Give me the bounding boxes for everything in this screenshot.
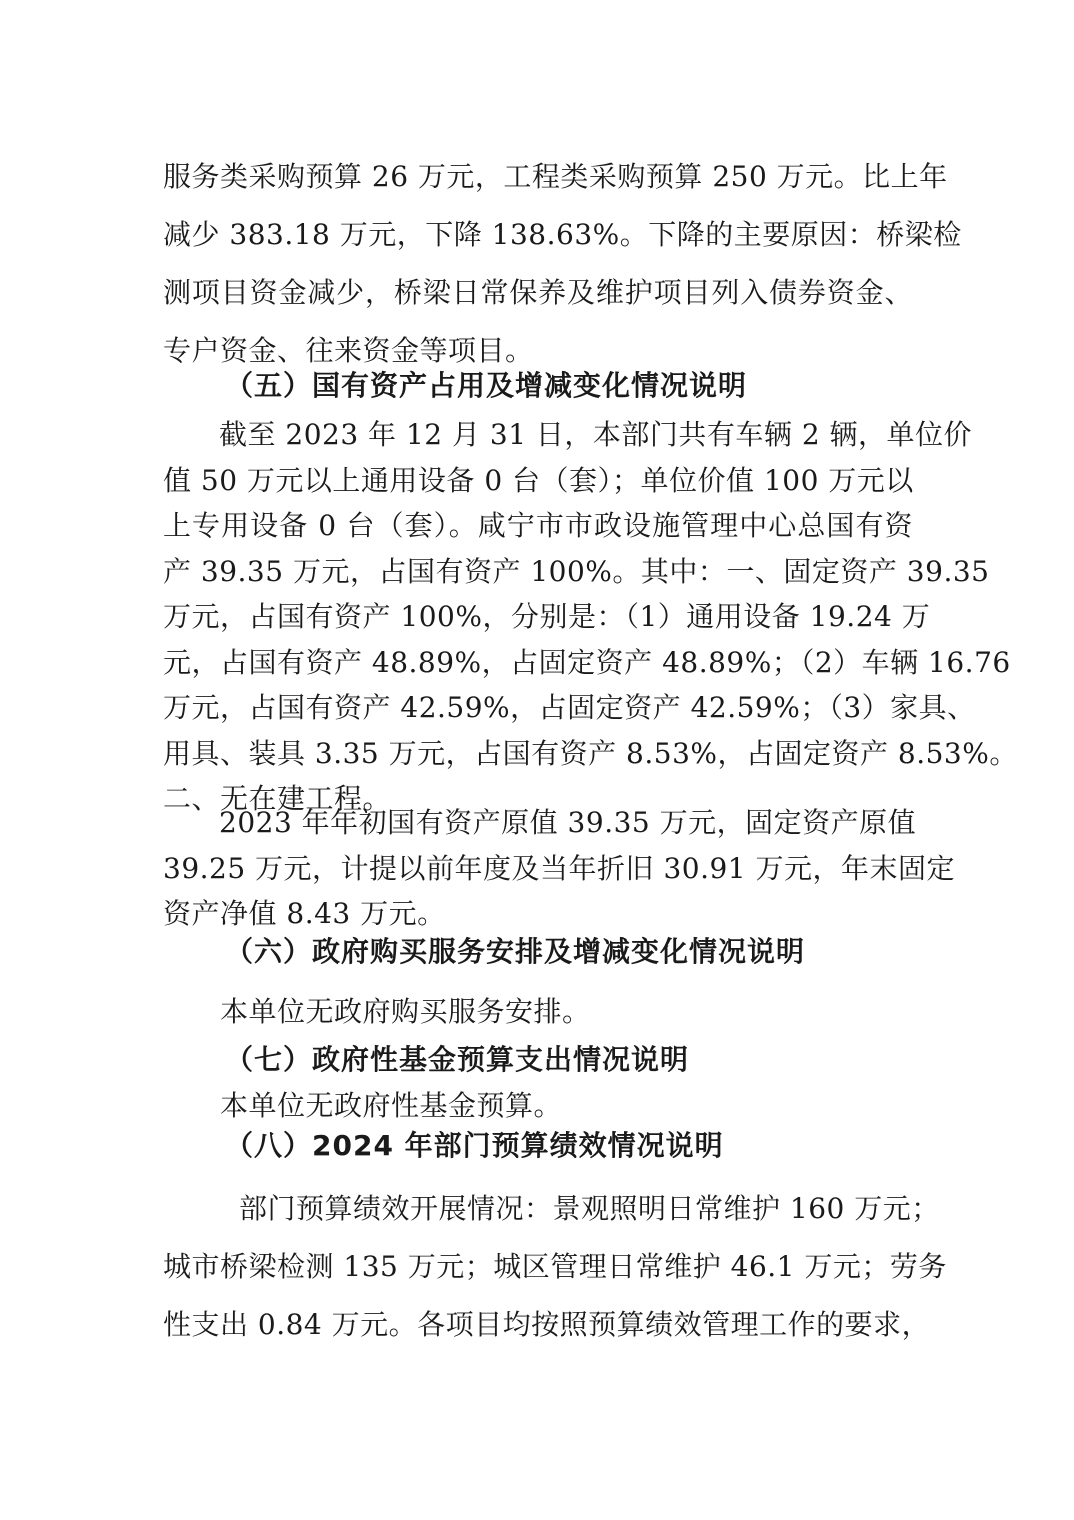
section-heading-6: （六）政府购买服务安排及增减变化情况说明 xyxy=(225,935,806,968)
paragraph-line: 万元，占国有资产 42.59%，占固定资产 42.59%；（3）家具、 xyxy=(163,691,976,724)
paragraph-line: 上专用设备 0 台（套）。咸宁市市政设施管理中心总国有资 xyxy=(163,509,913,542)
section-6-text: 本单位无政府购买服务安排。 xyxy=(220,995,591,1028)
paragraph-line: 部门预算绩效开展情况：景观照明日常维护 160 万元； xyxy=(239,1192,940,1225)
section-7-text: 本单位无政府性基金预算。 xyxy=(220,1089,563,1122)
paragraph-line: 2023 年年初国有资产原值 39.35 万元，固定资产原值 xyxy=(219,806,917,839)
section-heading-8: （八）2024 年部门预算绩效情况说明 xyxy=(225,1129,724,1162)
paragraph-line: 二、无在建工程。 xyxy=(163,782,392,815)
paragraph-line: 截至 2023 年 12 月 31 日，本部门共有车辆 2 辆，单位价 xyxy=(219,418,973,451)
paragraph-line: 用具、装具 3.35 万元，占国有资产 8.53%，占固定资产 8.53%。 xyxy=(163,736,1018,770)
paragraph-line: 服务类采购预算 26 万元，工程类采购预算 250 万元。比上年 xyxy=(163,160,948,193)
paragraph-line: 产 39.35 万元，占国有资产 100%。其中：一、固定资产 39.35 xyxy=(163,554,990,588)
paragraph-line: 值 50 万元以上通用设备 0 台（套）；单位价值 100 万元以 xyxy=(163,463,914,497)
performance-paragraph xyxy=(163,1180,947,1354)
paragraph-line: 资产净值 8.43 万元。 xyxy=(163,897,446,930)
paragraph-line: 39.25 万元，计提以前年度及当年折旧 30.91 万元，年末固定 xyxy=(163,851,956,885)
procurement-paragraph xyxy=(163,148,962,380)
section-heading-7: （七）政府性基金预算支出情况说明 xyxy=(225,1043,690,1076)
paragraph-line: 专户资金、往来资金等项目。 xyxy=(163,334,534,367)
paragraph-line: 万元，占国有资产 100%，分别是：（1）通用设备 19.24 万 xyxy=(163,600,931,633)
paragraph-line: 性支出 0.84 万元。各项目均按照预算绩效管理工作的要求， xyxy=(163,1308,931,1341)
assets-paragraph xyxy=(163,412,1018,822)
paragraph-line: 城市桥梁检测 135 万元；城区管理日常维护 46.1 万元；劳务 xyxy=(163,1250,947,1283)
paragraph-line: 测项目资金减少，桥梁日常保养及维护项目列入债券资金、 xyxy=(163,276,913,309)
paragraph-line: 元，占国有资产 48.89%，占固定资产 48.89%；（2）车辆 16.76 xyxy=(163,645,1011,679)
paragraph-line: 减少 383.18 万元，下降 138.63%。下降的主要原因：桥梁检 xyxy=(163,218,962,251)
asset-value-paragraph xyxy=(163,800,956,937)
section-heading-5: （五）国有资产占用及增减变化情况说明 xyxy=(225,369,748,402)
